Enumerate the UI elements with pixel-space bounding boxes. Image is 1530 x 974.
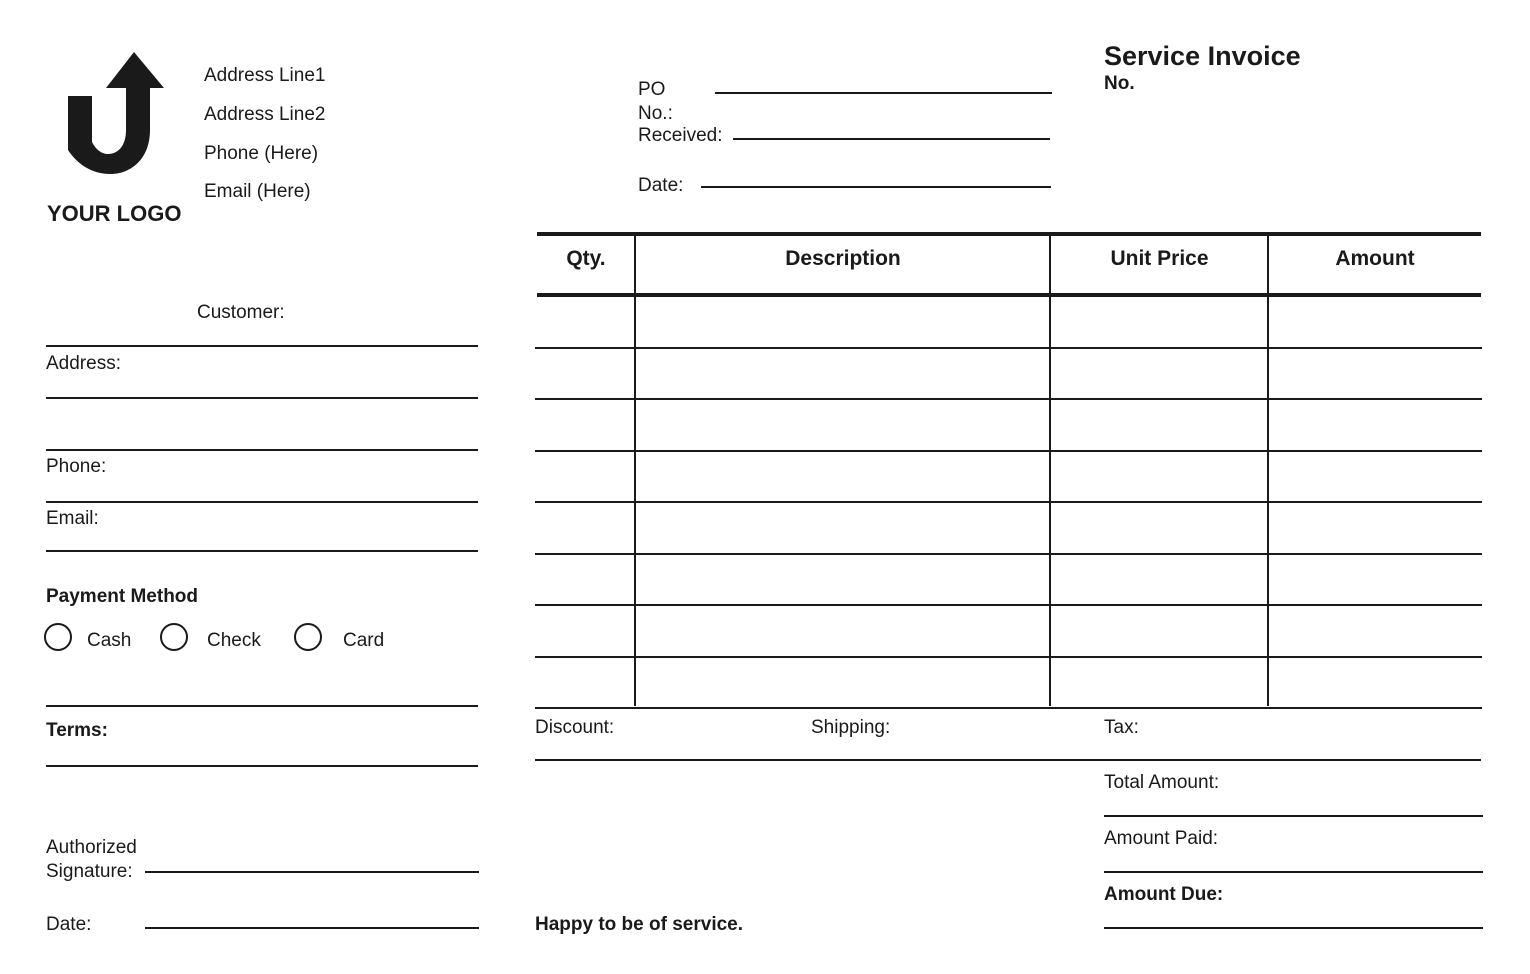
company-phone: Phone (Here) bbox=[204, 143, 319, 164]
customer-phone-field[interactable] bbox=[46, 452, 478, 500]
customer-phone-line bbox=[46, 501, 478, 503]
shipping-field[interactable] bbox=[908, 708, 1093, 758]
cell-qty[interactable] bbox=[537, 657, 634, 706]
payment-method-heading: Payment Method bbox=[46, 586, 199, 607]
signature-date-label: Date: bbox=[46, 914, 92, 935]
discount-field[interactable] bbox=[630, 708, 800, 758]
payment-check-label: Check bbox=[207, 630, 261, 651]
cell-qty[interactable] bbox=[537, 296, 634, 346]
signature-field[interactable] bbox=[145, 846, 479, 872]
customer-email-line bbox=[46, 550, 478, 552]
cell-description[interactable] bbox=[636, 554, 1049, 603]
cell-qty[interactable] bbox=[537, 502, 634, 552]
order-date-line bbox=[701, 186, 1051, 188]
cell-description[interactable] bbox=[636, 657, 1049, 706]
received-line bbox=[733, 138, 1050, 140]
cell-amount[interactable] bbox=[1269, 296, 1481, 346]
column-header-qty: Qty. bbox=[566, 247, 606, 270]
po-number-line bbox=[715, 92, 1052, 94]
received-label: Received: bbox=[638, 125, 723, 146]
cell-amount[interactable] bbox=[1269, 399, 1481, 449]
total-amount-label: Total Amount: bbox=[1104, 772, 1220, 793]
cell-unit-price[interactable] bbox=[1051, 502, 1267, 552]
column-header-unit-price: Unit Price bbox=[1110, 247, 1209, 270]
cell-unit-price[interactable] bbox=[1051, 554, 1267, 603]
cell-description[interactable] bbox=[636, 605, 1049, 655]
cell-qty[interactable] bbox=[537, 451, 634, 500]
po-number-field[interactable] bbox=[715, 70, 1052, 94]
customer-label: Customer: bbox=[197, 302, 285, 323]
customer-phone-label: Phone: bbox=[46, 456, 107, 477]
logo-text: YOUR LOGO bbox=[47, 201, 182, 226]
logo-arrow-icon bbox=[68, 52, 164, 174]
order-date-label: Date: bbox=[638, 175, 684, 196]
signature-line bbox=[145, 871, 479, 873]
invoice-number-label: No. bbox=[1104, 73, 1135, 94]
cell-unit-price[interactable] bbox=[1051, 657, 1267, 706]
signature-date-line bbox=[145, 927, 479, 929]
cell-amount[interactable] bbox=[1269, 502, 1481, 552]
signature-label-line2: Signature: bbox=[46, 861, 133, 882]
company-address-line2: Address Line2 bbox=[204, 104, 326, 125]
cell-qty[interactable] bbox=[537, 554, 634, 603]
signature-label-line1: Authorized bbox=[46, 837, 137, 858]
customer-email-field[interactable] bbox=[46, 504, 478, 550]
cell-qty[interactable] bbox=[537, 399, 634, 449]
amount-paid-label: Amount Paid: bbox=[1104, 828, 1219, 849]
invoice-title: Service Invoice bbox=[1104, 41, 1301, 71]
total-amount-field[interactable] bbox=[1250, 764, 1482, 814]
summary-line bbox=[535, 759, 1481, 761]
cell-description[interactable] bbox=[636, 348, 1049, 397]
cell-unit-price[interactable] bbox=[1051, 296, 1267, 346]
order-date-field[interactable] bbox=[701, 164, 1051, 188]
payment-card-label: Card bbox=[343, 630, 385, 651]
amount-due-field[interactable] bbox=[1250, 876, 1482, 926]
tax-label: Tax: bbox=[1104, 717, 1139, 738]
company-email: Email (Here) bbox=[204, 181, 311, 202]
tax-field[interactable] bbox=[1145, 708, 1481, 758]
po-label-line1: PO bbox=[638, 79, 666, 100]
cell-unit-price[interactable] bbox=[1051, 399, 1267, 449]
cell-qty[interactable] bbox=[537, 605, 634, 655]
discount-label: Discount: bbox=[535, 717, 615, 738]
terms-label: Terms: bbox=[46, 720, 108, 741]
cell-unit-price[interactable] bbox=[1051, 348, 1267, 397]
footer-message: Happy to be of service. bbox=[535, 914, 744, 935]
payment-cash-radio[interactable] bbox=[44, 623, 72, 651]
signature-date-field[interactable] bbox=[145, 902, 479, 928]
terms-field[interactable] bbox=[46, 712, 478, 764]
cell-description[interactable] bbox=[636, 399, 1049, 449]
customer-address-label: Address: bbox=[46, 353, 121, 374]
column-header-description: Description bbox=[785, 247, 901, 270]
cell-amount[interactable] bbox=[1269, 554, 1481, 603]
table-top-border bbox=[537, 232, 1481, 236]
amount-due-label: Amount Due: bbox=[1104, 884, 1224, 905]
cell-description[interactable] bbox=[636, 296, 1049, 346]
payment-card-radio[interactable] bbox=[294, 623, 322, 651]
terms-line bbox=[46, 765, 478, 767]
company-logo bbox=[62, 50, 170, 180]
cell-unit-price[interactable] bbox=[1051, 451, 1267, 500]
payment-divider bbox=[46, 705, 478, 707]
payment-check-radio[interactable] bbox=[160, 623, 188, 651]
customer-address-line1 bbox=[46, 397, 478, 399]
customer-address-line2 bbox=[46, 449, 478, 451]
shipping-label: Shipping: bbox=[811, 717, 891, 738]
customer-field[interactable] bbox=[46, 320, 478, 346]
customer-line bbox=[46, 345, 478, 347]
payment-cash-label: Cash bbox=[87, 630, 132, 651]
received-field[interactable] bbox=[733, 116, 1050, 140]
total-amount-line bbox=[1104, 815, 1483, 817]
customer-address-field[interactable] bbox=[46, 350, 478, 448]
customer-email-label: Email: bbox=[46, 508, 99, 529]
cell-description[interactable] bbox=[636, 451, 1049, 500]
amount-paid-field[interactable] bbox=[1250, 820, 1482, 870]
amount-paid-line bbox=[1104, 871, 1483, 873]
cell-unit-price[interactable] bbox=[1051, 605, 1267, 655]
cell-amount[interactable] bbox=[1269, 348, 1481, 397]
cell-amount[interactable] bbox=[1269, 451, 1481, 500]
po-label-line2: No.: bbox=[638, 103, 673, 124]
cell-description[interactable] bbox=[636, 502, 1049, 552]
cell-amount[interactable] bbox=[1269, 657, 1481, 706]
company-address-line1: Address Line1 bbox=[204, 65, 326, 86]
column-header-amount: Amount bbox=[1335, 247, 1415, 270]
cell-amount[interactable] bbox=[1269, 605, 1481, 655]
amount-due-line bbox=[1104, 927, 1483, 929]
cell-qty[interactable] bbox=[537, 348, 634, 397]
